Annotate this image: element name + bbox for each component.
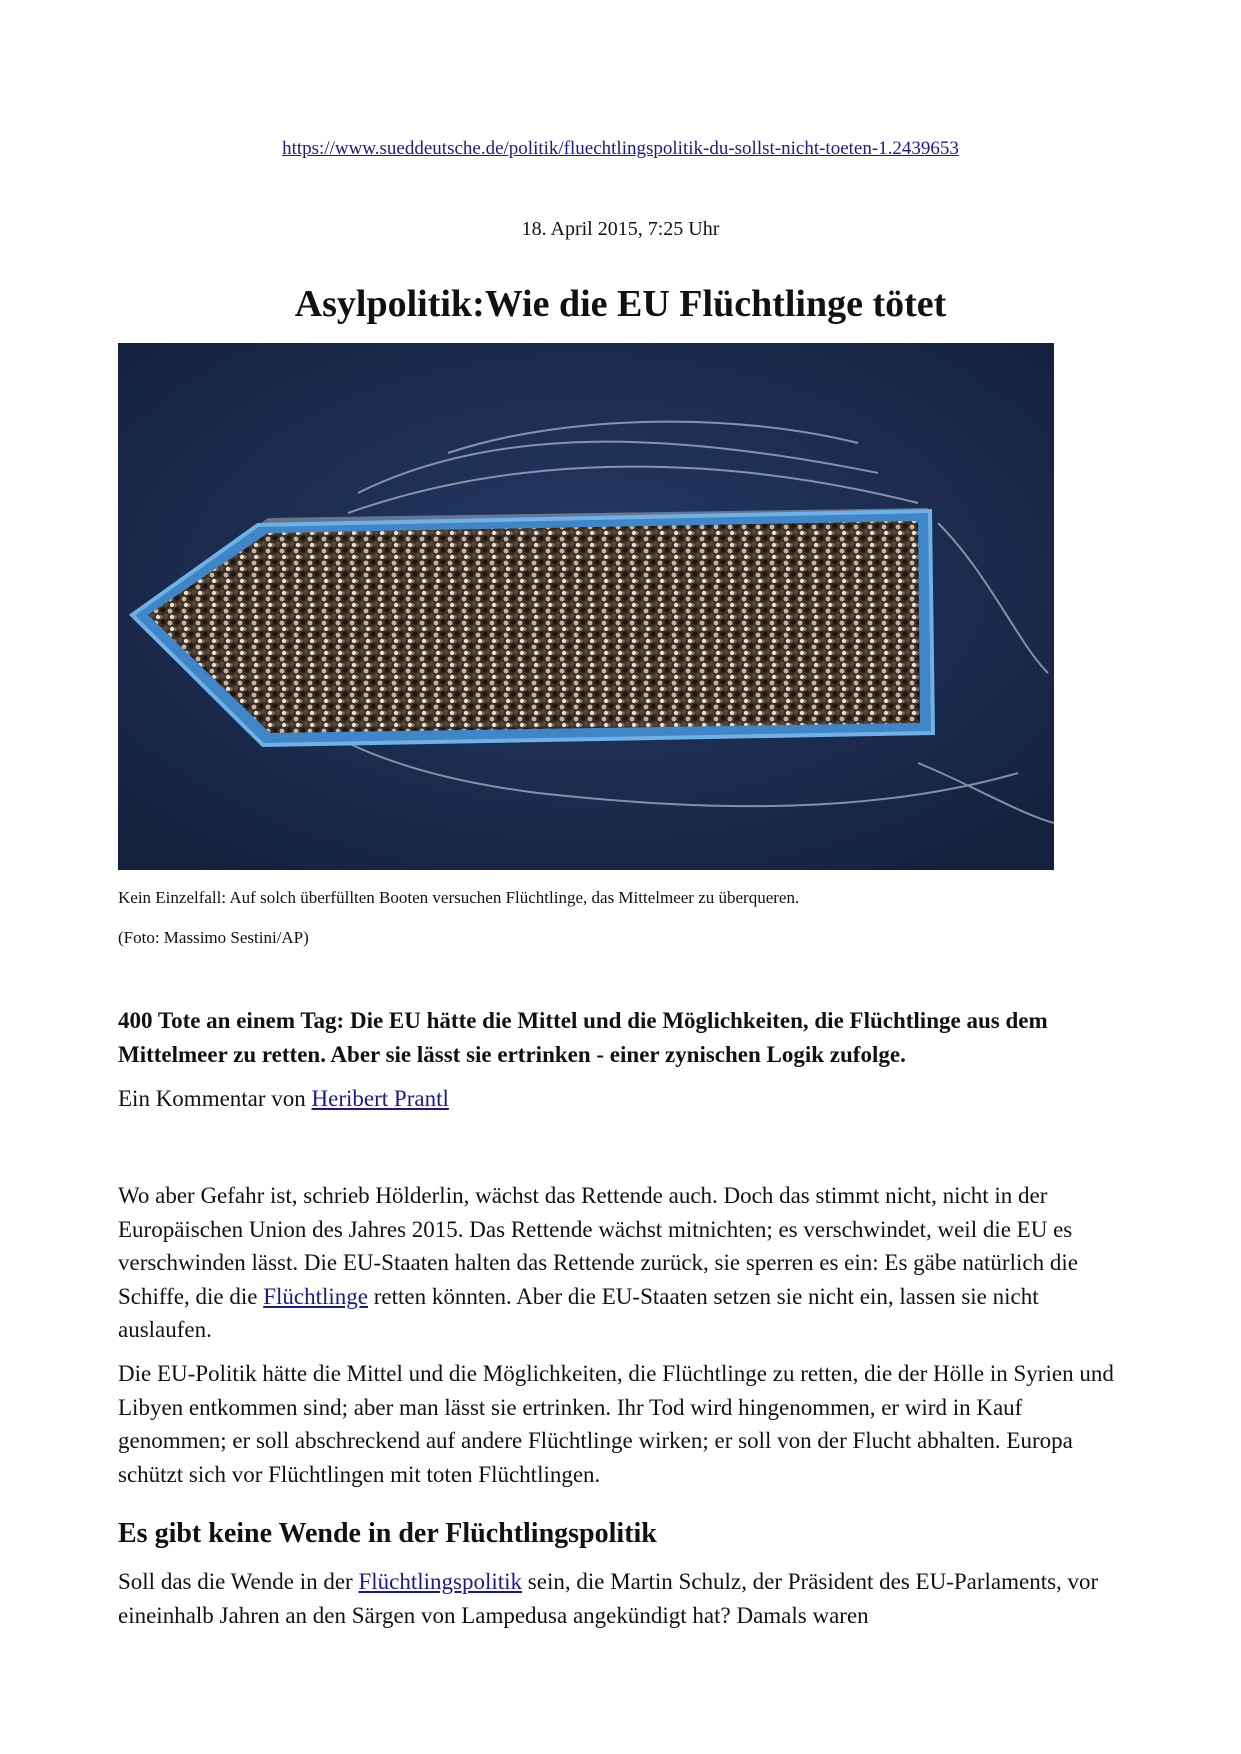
publish-date: 18. April 2015, 7:25 Uhr bbox=[521, 218, 720, 240]
photo-caption: Kein Einzelfall: Auf solch überfüllten Booten versuchen Flüchtlinge, das Mittelmeer zu überqueren. bbox=[118, 888, 800, 907]
article-photo bbox=[118, 343, 1054, 870]
paragraph-1 bbox=[118, 1179, 1128, 1347]
byline-prefix: Ein Kommentar von bbox=[118, 1086, 312, 1111]
p1-text-start: Wo aber Gefahr ist, schrieb Hölderlin, wächst das Rettende auch. Doch das stimmt nicht, nicht in der Europäischen Union des Jahres 2015. Das Rettende wächst mitnichten; es verschwindet, weil die EU es verschwinden lässt. Die EU-Staaten halten das Rettende zurück, sie sperren es ein: Es gäbe natürlich die Schiffe, die die bbox=[118, 1183, 1078, 1309]
subheading: Es gibt keine Wende in der Flüchtlingspolitik bbox=[118, 1518, 657, 1549]
p3-text-end: sein, die Martin Schulz, der Präsident des EU-Parlaments, vor eineinhalb Jahren an den Särgen von Lampedusa angekündigt hat? Damals waren bbox=[118, 1569, 1099, 1628]
paragraph-3 bbox=[118, 1565, 1128, 1632]
byline bbox=[118, 1086, 449, 1112]
boat-crowd bbox=[148, 521, 920, 733]
p1-text-end: retten könnten. Aber die EU-Staaten setzen sie nicht ein, lassen sie nicht auslaufen. bbox=[118, 1283, 1039, 1342]
p3-text-start: Soll das die Wende in der bbox=[118, 1569, 359, 1594]
article-title: Asylpolitik:Wie die EU Flüchtlinge tötet bbox=[294, 283, 947, 325]
photo-credit: (Foto: Massimo Sestini/AP) bbox=[118, 928, 309, 947]
fluechtlingspolitik-link[interactable]: Flüchtlingspolitik bbox=[358, 1569, 523, 1594]
source-url-link[interactable]: https://www.sueddeutsche.de/politik/fluechtlingspolitik-du-sollst-nicht-toeten-1.2439653 bbox=[282, 138, 959, 159]
fluechtlinge-link[interactable]: Flüchtlinge bbox=[263, 1283, 368, 1309]
source-url bbox=[0, 138, 1241, 160]
author-link[interactable]: Heribert Prantl bbox=[311, 1086, 449, 1111]
article-lead: 400 Tote an einem Tag: Die EU hätte die Mittel und die Möglichkeiten, die Flüchtlinge aus dem Mittelmeer zu retten. Aber sie lässt sie ertrinken - einer zynischen Logik zufolge. bbox=[118, 1008, 1048, 1067]
paragraph-2: Die EU-Politik hätte die Mittel und die Möglichkeiten, die Flüchtlinge zu retten, die der Hölle in Syrien und Libyen entkommen sind; aber man lässt sie ertrinken. Ihr Tod wird hingenommen, er wird in Kauf genommen; er soll abschreckend auf andere Flüchtlinge wirken; er soll von der Flucht abhalten. Europa schützt sich vor Flüchtlingen mit toten Flüchtlingen. bbox=[118, 1361, 1114, 1487]
